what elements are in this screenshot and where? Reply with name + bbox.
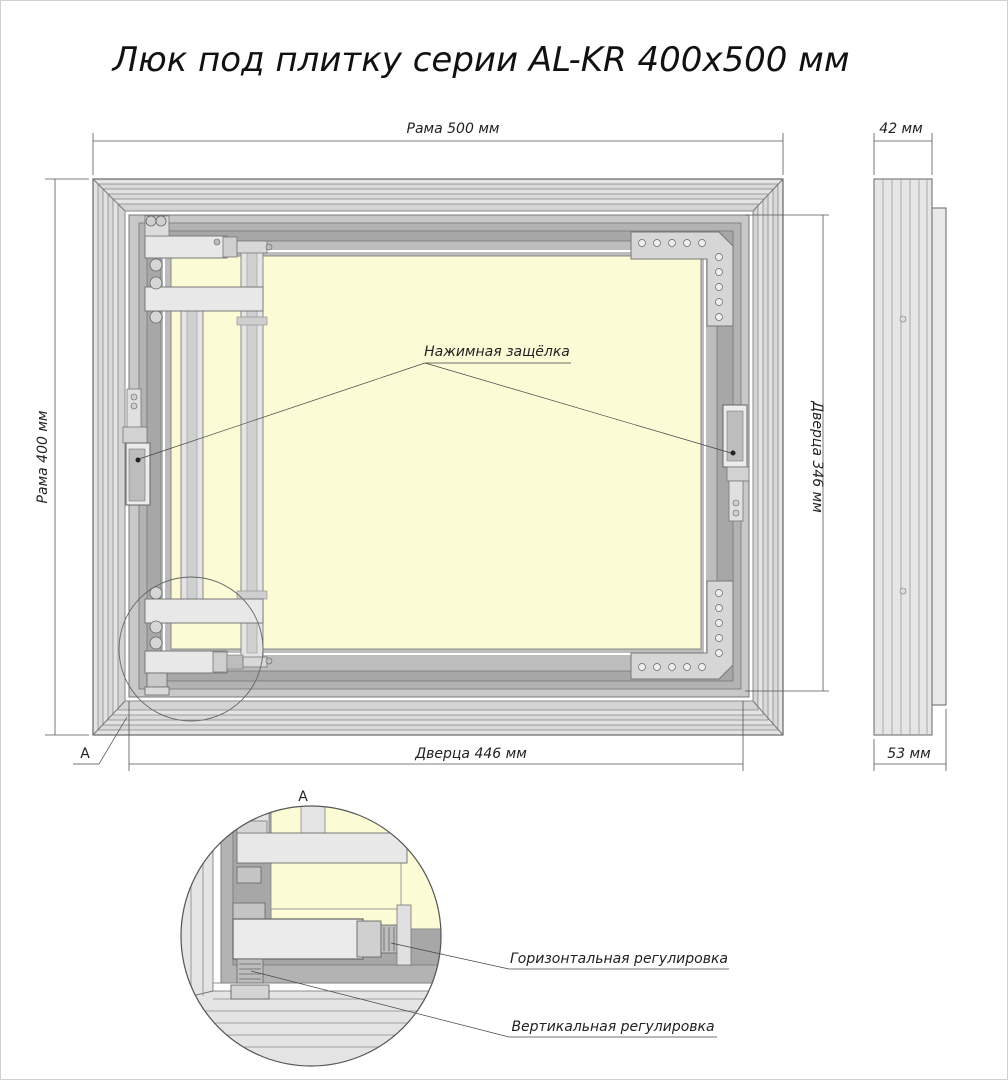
horizontal-adjust-callout bbox=[391, 943, 729, 969]
detail-title: А bbox=[298, 789, 308, 805]
door-width-label: Дверца 446 мм bbox=[415, 746, 527, 762]
vertical-adjust-label: Вертикальная регулировка bbox=[511, 1019, 715, 1035]
horizontal-adjust-label: Горизонтальная регулировка bbox=[510, 951, 728, 967]
detail-view bbox=[171, 801, 461, 1071]
side-depth-bottom-label: 53 мм bbox=[887, 746, 931, 762]
front-view bbox=[93, 179, 783, 735]
side-view bbox=[874, 121, 946, 771]
frame-width-label: Рама 500 мм bbox=[406, 121, 500, 137]
frame-height-label: Рама 400 мм bbox=[35, 410, 51, 504]
technical-drawing bbox=[1, 1, 1008, 1081]
side-depth-top-label: 42 мм bbox=[879, 121, 923, 137]
drawing-title: Люк под плитку серии AL-KR 400х500 мм bbox=[112, 40, 850, 80]
detail-marker-letter: А bbox=[80, 746, 90, 762]
door-height-label: Дверца 346 мм bbox=[809, 401, 825, 513]
latch-label: Нажимная защёлка bbox=[424, 344, 570, 360]
